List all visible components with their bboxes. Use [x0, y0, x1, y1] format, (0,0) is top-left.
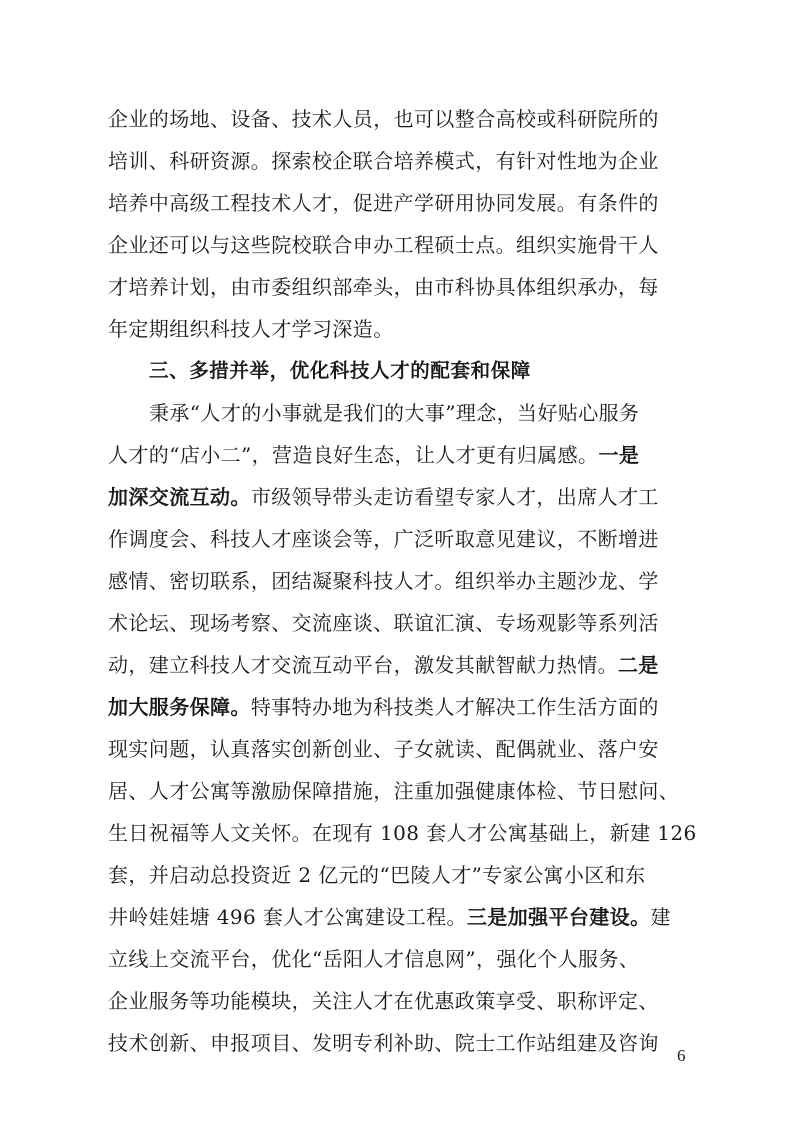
paragraph-line: 培训、科研资源。探索校企联合培养模式，有针对性地为企业 — [108, 149, 659, 173]
paragraph-line: 作调度会、科技人才座谈会等，广泛听取意见建议，不断增进 — [108, 527, 659, 551]
paragraph-line — [108, 434, 688, 476]
line-text: 井岭娃娃塘 496 套人才公寓建设工程。 — [108, 905, 467, 929]
paragraph-line — [108, 896, 688, 938]
line-text: 特事特办地为科技类人才解决工作生活方面的 — [250, 695, 659, 719]
paragraph-line — [108, 476, 688, 518]
paragraph-line: 企业还可以与这些院校联合申办工程硕士点。组织实施骨干人 — [108, 233, 659, 257]
emphasis-text: 一是 — [598, 443, 640, 467]
paragraph-line — [108, 686, 688, 728]
document-body — [108, 98, 697, 1064]
page-number: 6 — [677, 1046, 686, 1065]
paragraph-line: 套，并启动总投资近 2 亿元的“巴陵人才”专家公寓小区和东 — [108, 863, 646, 887]
paragraph-line — [108, 644, 688, 686]
paragraph-line: 秉承“人才的小事就是我们的大事”理念，当好贴心服务 — [149, 401, 640, 425]
paragraph-line: 术论坛、现场考察、交流座谈、联谊汇演、专场观影等系列活 — [108, 611, 659, 635]
paragraph-line: 生日祝福等人文关怀。在现有 108 套人才公寓基础上，新建 126 — [108, 821, 697, 845]
paragraph-line: 立线上交流平台，优化“岳阳人才信息网”，强化个人服务、 — [108, 947, 640, 971]
paragraph-line: 企业服务等功能模块，关注人才在优惠政策享受、职称评定、 — [108, 989, 659, 1013]
line-text: 动，建立科技人才交流互动平台，激发其献智献力热情。 — [108, 653, 618, 677]
paragraph-line: 居、人才公寓等激励保障措施，注重加强健康体检、节日慰问、 — [108, 779, 680, 803]
paragraph-line: 感情、密切联系，团结凝聚科技人才。组织举办主题沙龙、学 — [108, 569, 659, 593]
emphasis-text: 三是加强平台建设。 — [466, 905, 651, 929]
paragraph-line: 现实问题，认真落实创新创业、子女就读、配偶就业、落户安 — [108, 737, 659, 761]
paragraph-line: 技术创新、申报项目、发明专利补助、院士工作站组建及咨询 — [108, 1031, 659, 1055]
paragraph-line: 才培养计划，由市委组织部牵头，由市科协具体组织承办，每 — [108, 275, 659, 299]
emphasis-text: 二是 — [618, 653, 659, 677]
emphasis-text: 加大服务保障。 — [108, 695, 251, 719]
section-heading: 三、多措并举，优化科技人才的配套和保障 — [149, 359, 531, 382]
paragraph-line: 培养中高级工程技术人才，促进产学研用协同发展。有条件的 — [108, 191, 659, 215]
line-text: 人才的“店小二”，营造良好生态，让人才更有归属感。 — [108, 443, 599, 467]
line-text: 建 — [650, 905, 671, 929]
emphasis-text: 加深交流互动。 — [108, 485, 251, 509]
paragraph-line: 企业的场地、设备、技术人员，也可以整合高校或科研院所的 — [108, 107, 659, 131]
line-text: 市级领导带头走访看望专家人才，出席人才工 — [250, 485, 659, 509]
paragraph-line: 年定期组织科技人才学习深造。 — [108, 317, 394, 341]
